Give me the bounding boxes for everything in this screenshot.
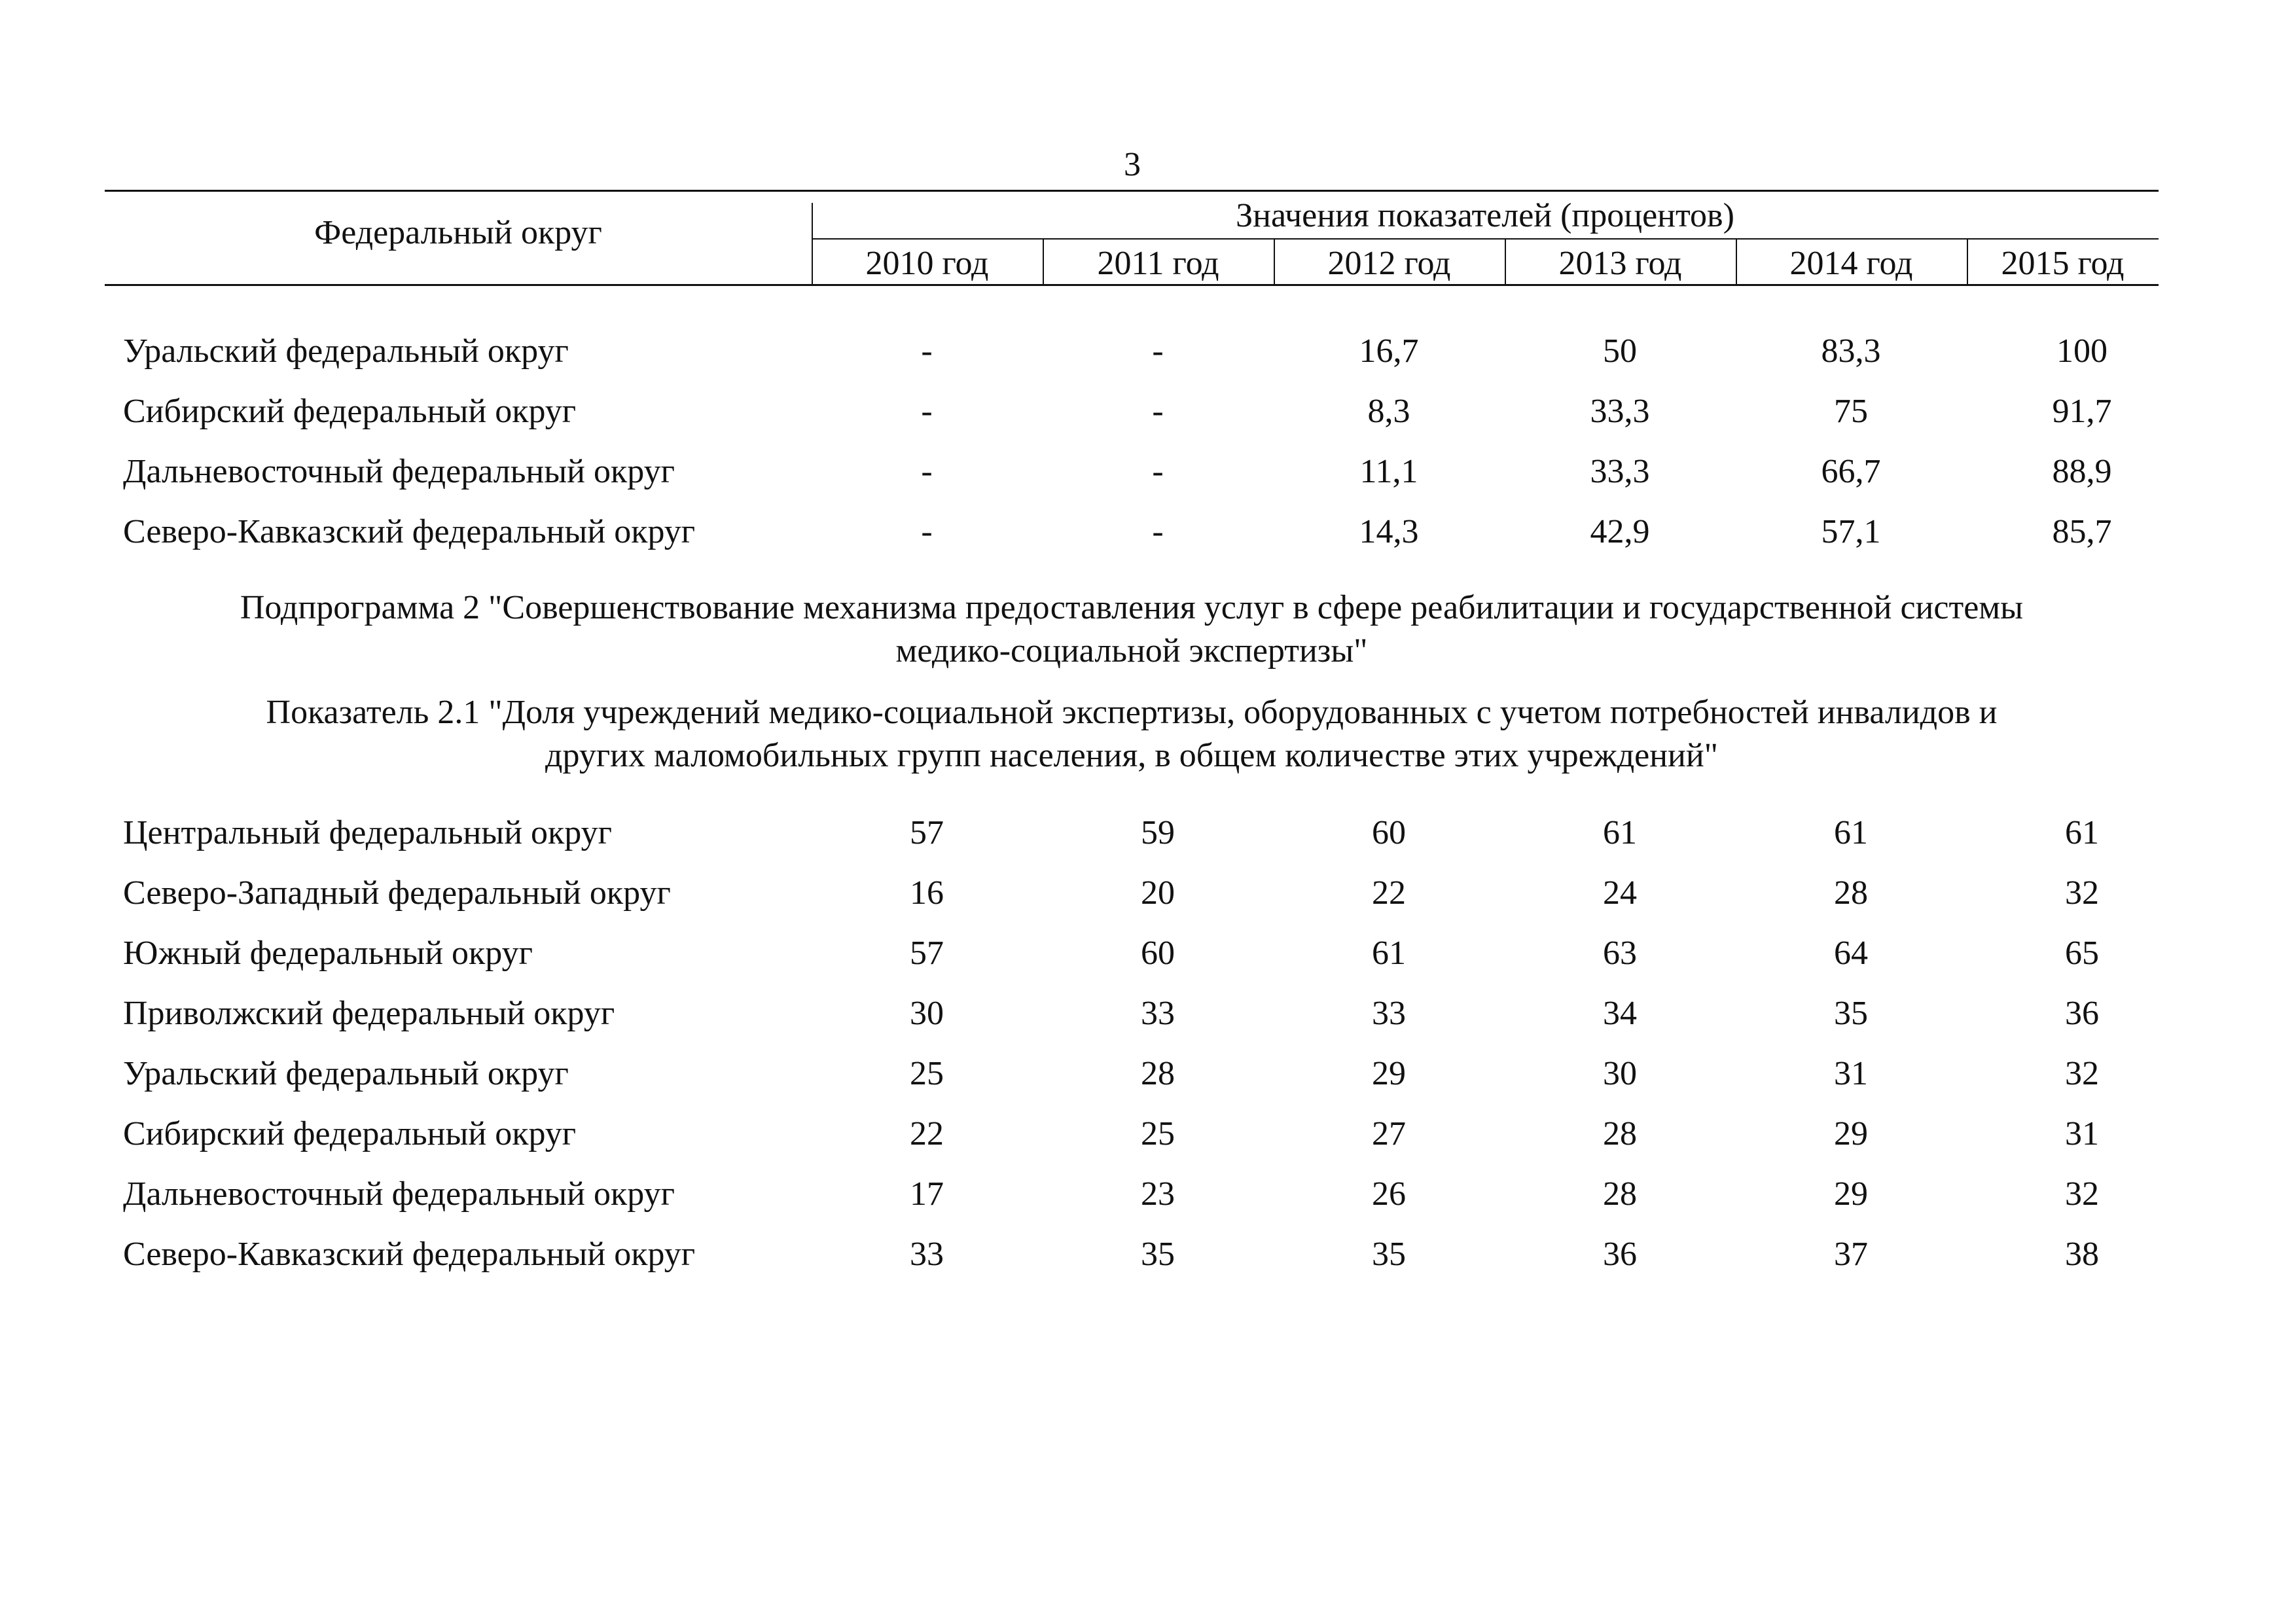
district-name: Южный федеральный округ — [123, 935, 533, 972]
value-cell: 36 — [1603, 1236, 1637, 1273]
value-cell: 24 — [1603, 874, 1637, 912]
value-cell: 35 — [1834, 995, 1868, 1032]
value-cell: 61 — [1834, 814, 1868, 851]
value-cell: 35 — [1372, 1236, 1406, 1273]
column-header-year: 2015 год — [2001, 245, 2125, 282]
column-header-year: 2010 год — [865, 245, 989, 282]
value-cell: 27 — [1372, 1115, 1406, 1152]
district-name: Северо-Западный федеральный округ — [123, 874, 671, 912]
value-cell: - — [1152, 453, 1164, 490]
value-cell: 38 — [2065, 1236, 2099, 1273]
value-cell: 16 — [910, 874, 944, 912]
value-cell: 28 — [1603, 1175, 1637, 1213]
value-cell: 61 — [1603, 814, 1637, 851]
value-cell: 66,7 — [1821, 453, 1881, 490]
value-cell: 57,1 — [1821, 513, 1881, 550]
table-row — [0, 991, 2296, 1037]
value-cell: 91,7 — [2052, 393, 2112, 430]
table-row — [0, 1111, 2296, 1157]
value-cell: 61 — [1372, 935, 1406, 972]
value-cell: 14,3 — [1359, 513, 1419, 550]
table-row — [0, 1232, 2296, 1277]
value-cell: 37 — [1834, 1236, 1868, 1273]
value-cell: 33 — [1372, 995, 1406, 1032]
value-cell: 75 — [1834, 393, 1868, 430]
table-row — [0, 1051, 2296, 1097]
table-row — [0, 449, 2296, 495]
value-cell: 65 — [2065, 935, 2099, 972]
column-header-year: 2014 год — [1789, 245, 1913, 282]
column-header-year: 2013 год — [1558, 245, 1682, 282]
value-cell: 31 — [2065, 1115, 2099, 1152]
value-cell: 34 — [1603, 995, 1637, 1032]
value-cell: 61 — [2065, 814, 2099, 851]
subprogram-title-line2: медико-социальной экспертизы" — [895, 632, 1368, 669]
header-top-rule — [105, 190, 2159, 192]
district-name: Сибирский федеральный округ — [123, 393, 577, 430]
column-header-year: 2011 год — [1097, 245, 1219, 282]
value-cell: - — [921, 332, 933, 370]
district-name: Центральный федеральный округ — [123, 814, 612, 851]
value-cell: 88,9 — [2052, 453, 2112, 490]
value-cell: - — [1152, 332, 1164, 370]
value-cell: 26 — [1372, 1175, 1406, 1213]
value-cell: 28 — [1603, 1115, 1637, 1152]
header-mid-rule — [812, 238, 2159, 240]
value-cell: 11,1 — [1359, 453, 1418, 490]
table-row — [0, 389, 2296, 435]
district-name: Дальневосточный федеральный округ — [123, 453, 675, 490]
header-bottom-rule — [105, 284, 2159, 286]
value-cell: - — [1152, 393, 1164, 430]
value-cell: 29 — [1834, 1115, 1868, 1152]
value-cell: 59 — [1141, 814, 1175, 851]
value-cell: 63 — [1603, 935, 1637, 972]
value-cell: 57 — [910, 935, 944, 972]
column-header-values: Значения показателей (процентов) — [1236, 197, 1734, 234]
value-cell: - — [921, 513, 933, 550]
value-cell: 8,3 — [1367, 393, 1410, 430]
value-cell: 32 — [2065, 1055, 2099, 1092]
district-name: Уральский федеральный округ — [123, 332, 569, 370]
value-cell: 36 — [2065, 995, 2099, 1032]
district-name: Уральский федеральный округ — [123, 1055, 569, 1092]
value-cell: 32 — [2065, 1175, 2099, 1213]
value-cell: - — [1152, 513, 1164, 550]
value-cell: 85,7 — [2052, 513, 2112, 550]
value-cell: 30 — [1603, 1055, 1637, 1092]
table-row — [0, 810, 2296, 856]
value-cell: 17 — [910, 1175, 944, 1213]
value-cell: 25 — [1141, 1115, 1175, 1152]
value-cell: 29 — [1834, 1175, 1868, 1213]
column-header-year: 2012 год — [1327, 245, 1451, 282]
value-cell: 32 — [2065, 874, 2099, 912]
value-cell: 22 — [910, 1115, 944, 1152]
value-cell: 30 — [910, 995, 944, 1032]
district-name: Северо-Кавказский федеральный округ — [123, 513, 696, 550]
value-cell: 28 — [1834, 874, 1868, 912]
value-cell: 100 — [2056, 332, 2108, 370]
value-cell: 16,7 — [1359, 332, 1419, 370]
value-cell: 60 — [1372, 814, 1406, 851]
value-cell: 29 — [1372, 1055, 1406, 1092]
value-cell: 60 — [1141, 935, 1175, 972]
value-cell: 28 — [1141, 1055, 1175, 1092]
value-cell: - — [921, 393, 933, 430]
value-cell: 50 — [1603, 332, 1637, 370]
value-cell: 33 — [1141, 995, 1175, 1032]
value-cell: 33,3 — [1590, 453, 1650, 490]
value-cell: 31 — [1834, 1055, 1868, 1092]
value-cell: 25 — [910, 1055, 944, 1092]
column-header-district: Федеральный округ — [314, 214, 602, 251]
value-cell: 33 — [910, 1236, 944, 1273]
district-name: Сибирский федеральный округ — [123, 1115, 577, 1152]
district-name: Северо-Кавказский федеральный округ — [123, 1236, 696, 1273]
page-number: 3 — [1124, 146, 1141, 183]
value-cell: 35 — [1141, 1236, 1175, 1273]
value-cell: 83,3 — [1821, 332, 1881, 370]
value-cell: 33,3 — [1590, 393, 1650, 430]
indicator-title-line1: Показатель 2.1 "Доля учреждений медико-социальной экспертизы, оборудованных с учетом потребностей инвалидов и — [266, 694, 1998, 731]
value-cell: 23 — [1141, 1175, 1175, 1213]
table-row — [0, 329, 2296, 374]
value-cell: 20 — [1141, 874, 1175, 912]
table-row — [0, 509, 2296, 555]
subprogram-title-line1: Подпрограмма 2 "Совершенствование механизма предоставления услуг в сфере реабилитации и государственной системы — [240, 589, 2024, 626]
table-row — [0, 931, 2296, 976]
district-name: Приволжский федеральный округ — [123, 995, 615, 1032]
table-row — [0, 1171, 2296, 1217]
value-cell: 64 — [1834, 935, 1868, 972]
table-row — [0, 870, 2296, 916]
value-cell: 42,9 — [1590, 513, 1650, 550]
district-name: Дальневосточный федеральный округ — [123, 1175, 675, 1213]
value-cell: 57 — [910, 814, 944, 851]
indicator-title-line2: других маломобильных групп населения, в общем количестве этих учреждений" — [545, 737, 1718, 774]
value-cell: - — [921, 453, 933, 490]
value-cell: 22 — [1372, 874, 1406, 912]
table-header — [105, 190, 2159, 287]
